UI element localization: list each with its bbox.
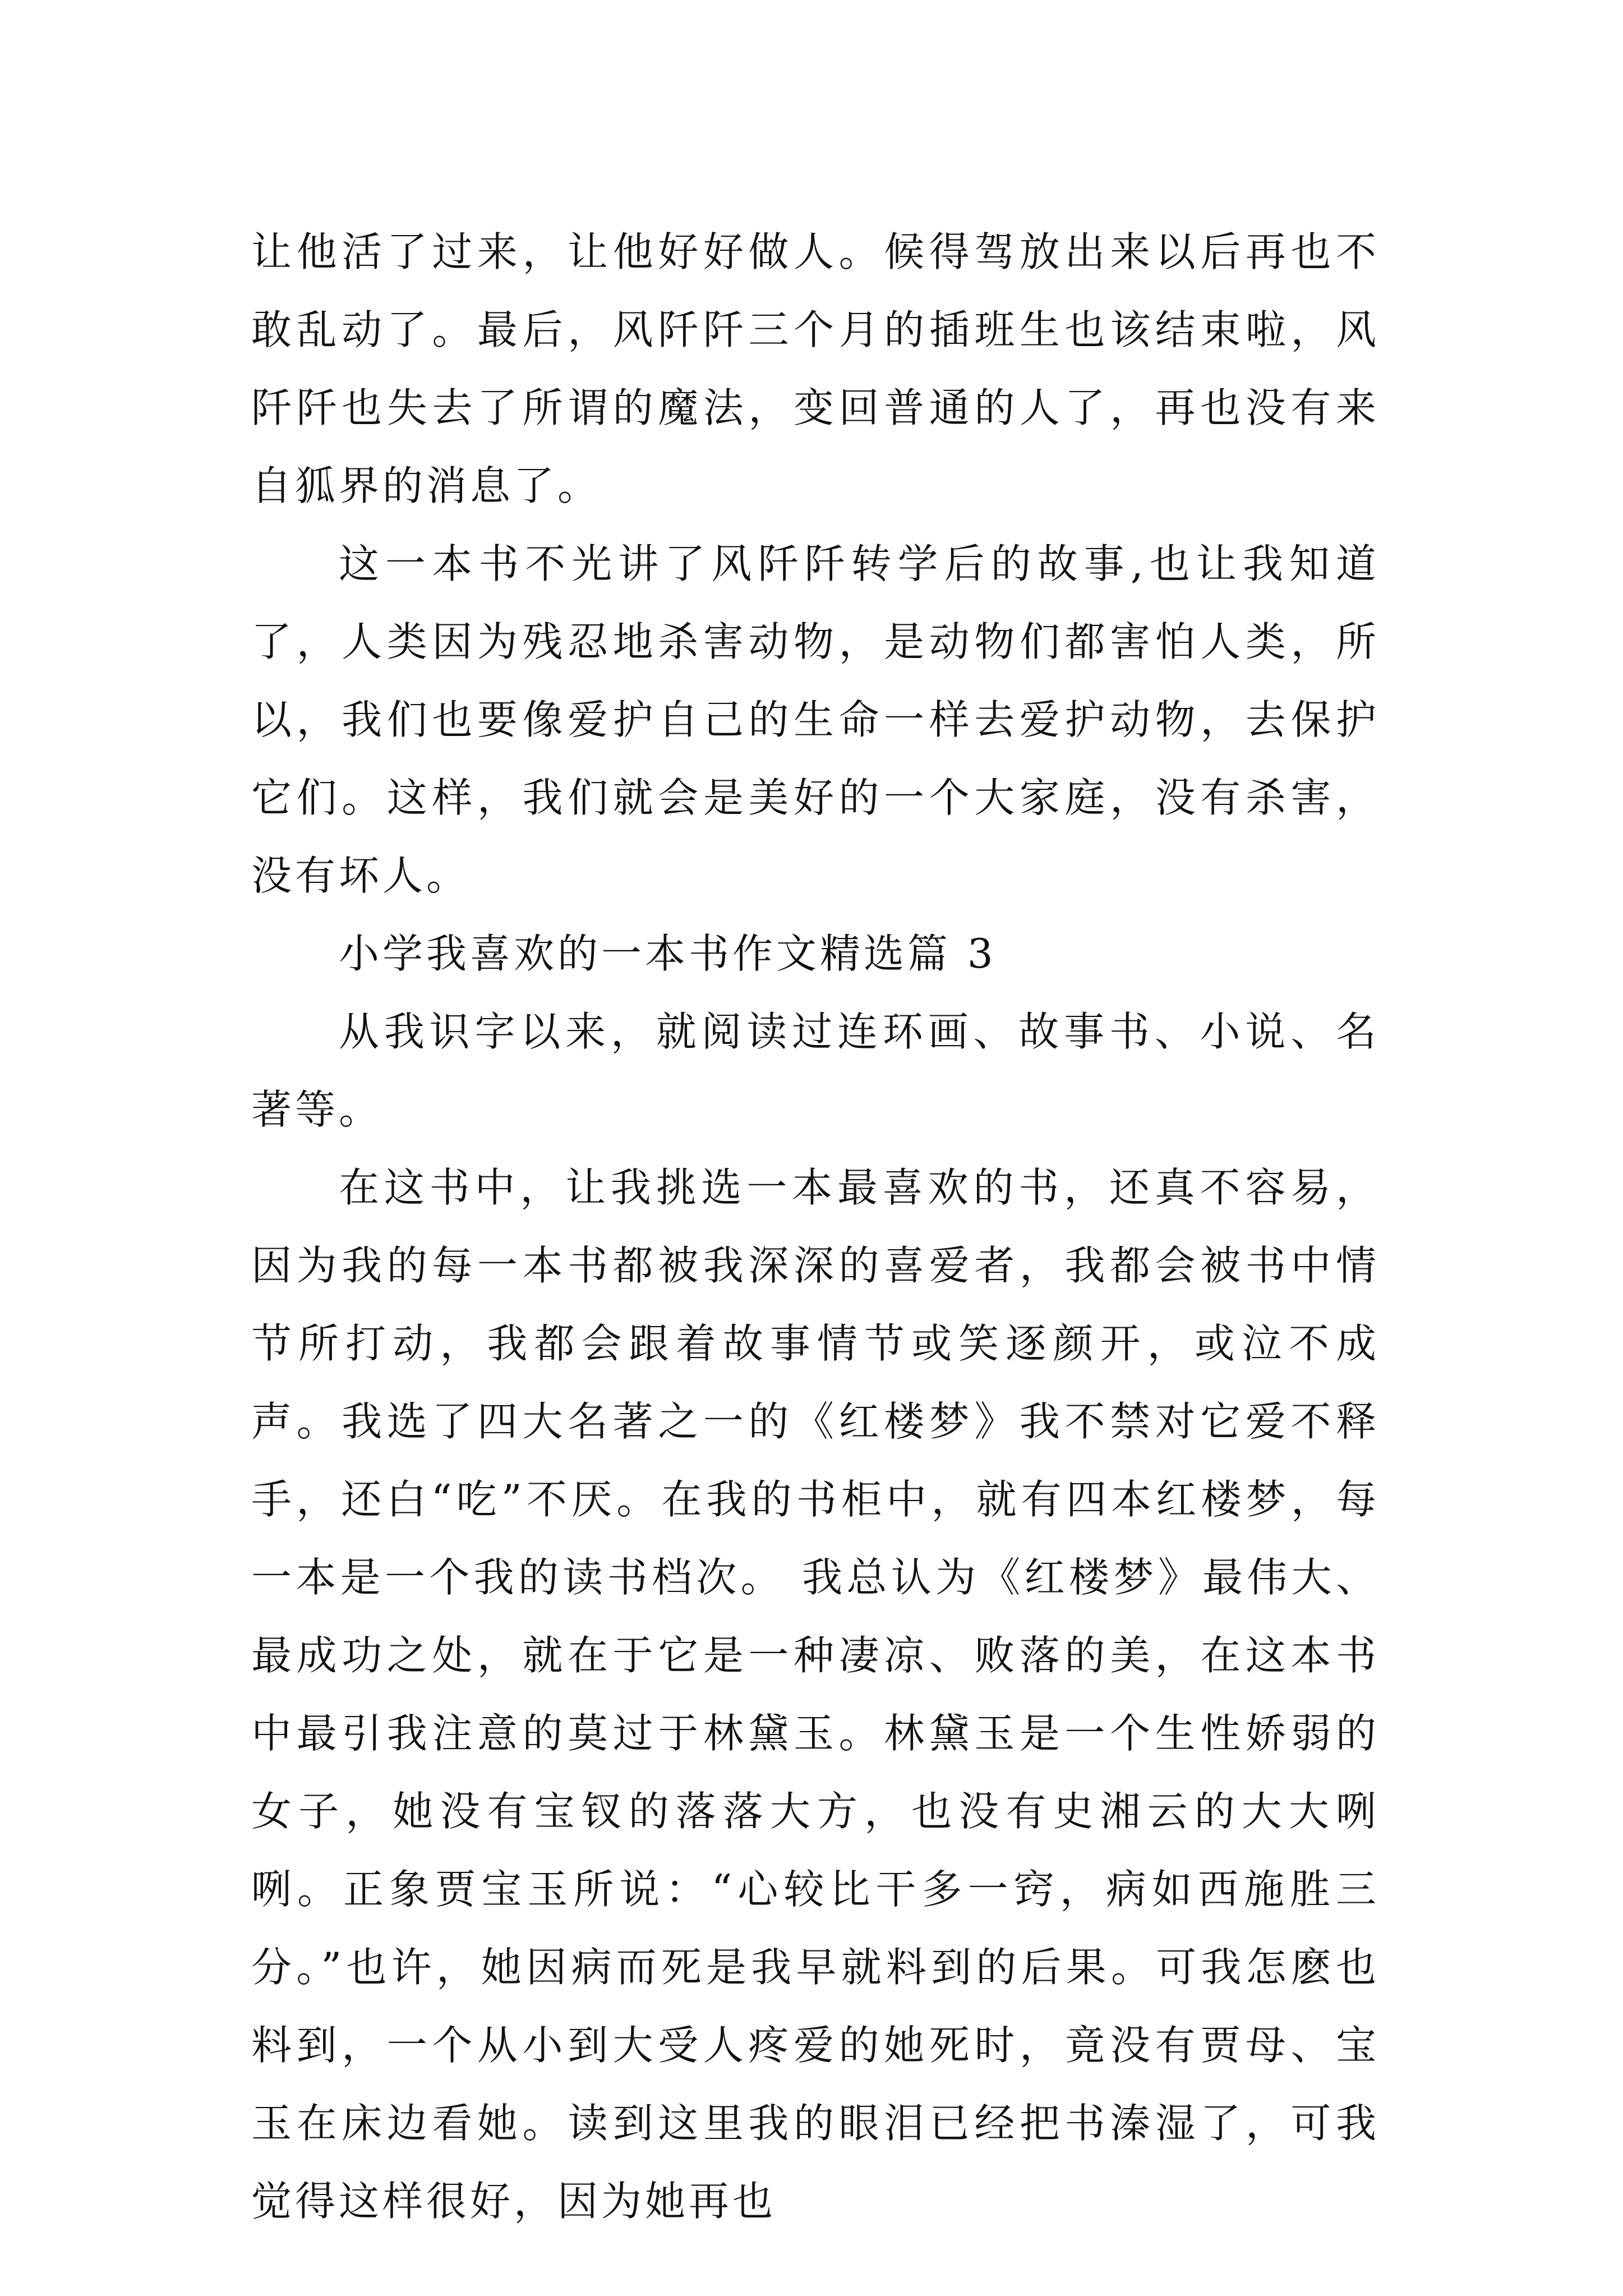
paragraph-reading-intro: 从我识字以来，就阅读过连环画、故事书、小说、名著等。 [251, 1008, 1380, 1133]
paragraph-honglou-essay: 在这书中，让我挑选一本最喜欢的书，还真不容易，因为我的每一本书都被我深深的喜爱者，我都会被书中情节所打动，我都会跟着故事情节或笑逐颜开，或泣不成声。我选了四大名著之一的《红楼梦》我不禁对它爱不释手，还白“吃”不厌。在我的书柜中，就有四本红楼梦，每一本是一个我的读书档次。 我总认为《红楼梦》最伟大、最成功之处，就在于它是一种凄凉、败落的美，在这本书中最引我注意的莫过于林黛玉。林黛玉是一个生性娇弱的女子，她没有宝钗的落落大方，也没有史湘云的大大咧咧。正象贾宝玉所说：“心较比干多一窍，病如西施胜三分。”也许，她因病而死是我早就料到的后果。可我怎麽也料到，一个从小到大受人疼爱的她死时，竟没有贾母、宝玉在床边看她。读到这里我的眼泪已经把书溱湿了，可我觉得这样很好，因为她再也 [251, 1164, 1380, 2225]
section-heading: 小学我喜欢的一本书作文精选篇 3 [339, 930, 997, 977]
paragraph-reflection: 这一本书不光讲了风阡阡转学后的故事,也让我知道了，人类因为残忍地杀害动物，是动物们都害怕人类，所以，我们也要像爱护自己的生命一样去爱护动物，去保护它们。这样，我们就会是美好的一个大家庭，没有杀害，没有坏人。 [251, 540, 1380, 899]
paragraph-continuation: 让他活了过来，让他好好做人。候得驾放出来以后再也不敢乱动了。最后，风阡阡三个月的插班生也该结束啦，风阡阡也失去了所谓的魔法，变回普通的人了，再也没有来自狐界的消息了。 [251, 228, 1380, 509]
document-page [251, 213, 1380, 2240]
